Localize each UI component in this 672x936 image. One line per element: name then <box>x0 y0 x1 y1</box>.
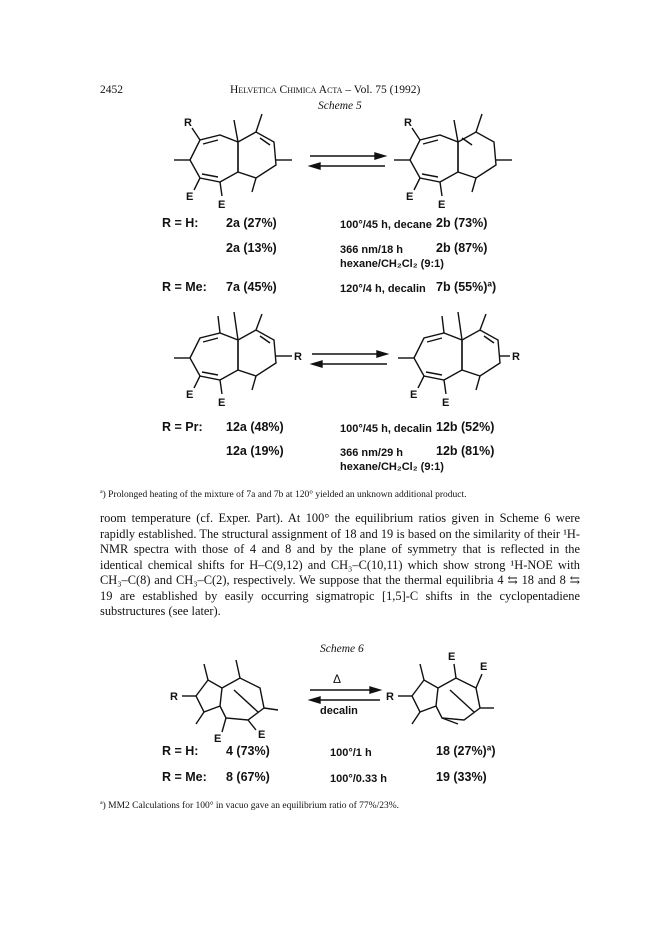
scheme6-footnote: ª) MM2 Calculations for 100° in vacuo gave an equilibrium ratio of 77%/23%. <box>100 801 400 811</box>
condition: 100°/45 h, decane <box>340 219 432 231</box>
arrow-label-solvent: decalin <box>320 705 358 717</box>
row-label: R = Me: <box>162 770 207 784</box>
compound-right: 2b (73%) <box>436 216 488 230</box>
journal-volume: Vol. 75 (1992) <box>353 84 421 96</box>
compound-left: 12a (19%) <box>226 444 284 458</box>
compound-left: 2a (27%) <box>226 216 277 230</box>
substituent-R: R <box>404 117 412 129</box>
substituent-E: E <box>406 191 414 203</box>
equilibrium-arrows <box>312 351 387 367</box>
compound-right: 7b (55%)ª) <box>436 280 497 294</box>
substituent-R: R <box>294 351 302 363</box>
substituent-E: E <box>442 397 450 409</box>
substituent-E: E <box>218 199 226 211</box>
substituent-E: E <box>186 191 194 203</box>
azulene-structure-2b <box>394 114 512 211</box>
azulene-structure-12b <box>398 312 520 409</box>
substituent-E: E <box>480 661 488 673</box>
structure-18 <box>386 651 494 724</box>
compound-right: 12b (52%) <box>436 420 495 434</box>
substituent-E: E <box>258 729 266 741</box>
equilibrium-arrows <box>310 153 385 169</box>
arrow-label-heat: Δ <box>333 672 342 686</box>
condition: 100°/0.33 h <box>330 773 387 785</box>
compound-left: 4 (73%) <box>226 744 270 758</box>
equilibrium-arrows <box>310 687 380 703</box>
scheme5-reaction-bottom <box>160 310 530 410</box>
condition <box>340 446 444 474</box>
row-label: R = H: <box>162 744 199 758</box>
condition-line: hexane/CH₂Cl₂ (9:1) <box>340 461 444 473</box>
azulene-structure-12a <box>174 312 302 409</box>
condition: 100°/1 h <box>330 747 372 759</box>
scheme5-footnote: ª) Prolonged heating of the mixture of 7a and 7b at 120° yielded an unknown additional product. <box>100 490 467 500</box>
condition: 120°/4 h, decalin <box>340 283 426 295</box>
condition <box>340 243 444 271</box>
scheme5-reaction-top <box>160 110 520 210</box>
journal-name: Helvetica Chimica Acta <box>230 84 343 96</box>
row-label: R = Me: <box>162 280 207 294</box>
substituent-E: E <box>214 733 222 745</box>
compound-right: 12b (81%) <box>436 444 495 458</box>
substituent-R: R <box>512 351 520 363</box>
page-number: 2452 <box>100 84 123 96</box>
substituent-R: R <box>184 117 192 129</box>
substituent-E: E <box>186 389 194 401</box>
compound-right: 2b (87%) <box>436 241 488 255</box>
scheme6-title: Scheme 6 <box>320 643 364 655</box>
compound-left: 8 (67%) <box>226 770 270 784</box>
substituent-E: E <box>218 397 226 409</box>
substituent-R: R <box>386 691 394 703</box>
condition-line: 366 nm/29 h <box>340 447 403 459</box>
row-label: R = Pr: <box>162 420 203 434</box>
compound-right: 19 (33%) <box>436 770 487 784</box>
substituent-E: E <box>448 651 456 663</box>
compound-right: 18 (27%)ª) <box>436 744 496 758</box>
scheme6-reaction <box>160 650 520 750</box>
condition-line: 366 nm/18 h <box>340 244 403 256</box>
condition-line: hexane/CH₂Cl₂ (9:1) <box>340 258 444 270</box>
scheme5-title: Scheme 5 <box>318 100 362 112</box>
running-header: Helvetica Chimica Acta – Vol. 75 (1992) <box>230 84 421 96</box>
substituent-E: E <box>438 199 446 211</box>
azulene-structure-2a <box>174 114 292 211</box>
body-paragraph: room temperature (cf. Exper. Part). At 100° the equilibrium ratios given in Scheme 6 were rapidly established. The structural assignment of 18 and 19 is based on the similarity of their ¹H-NMR spectra with those of 4 and 8 and by the plane of symmetry that is reflected in the identical chemical shifts for H–C(9,12) and CH₃–C(10,11) which show strong ¹H-NOE with CH₃–C(8) and CH₃–C(2), respectively. We suppose that the thermal equilibria 4 ⇆ 18 and 8 ⇆ 19 are established by easily occurring sigmatropic [1,5]-C shifts in the cyclopentadiene substructures (see later). <box>100 511 580 618</box>
row-label: R = H: <box>162 216 199 230</box>
compound-left: 2a (13%) <box>226 241 277 255</box>
compound-left: 12a (48%) <box>226 420 284 434</box>
condition: 100°/45 h, decalin <box>340 423 432 435</box>
structure-4 <box>170 660 278 745</box>
compound-left: 7a (45%) <box>226 280 277 294</box>
substituent-E: E <box>410 389 418 401</box>
substituent-R: R <box>170 691 178 703</box>
